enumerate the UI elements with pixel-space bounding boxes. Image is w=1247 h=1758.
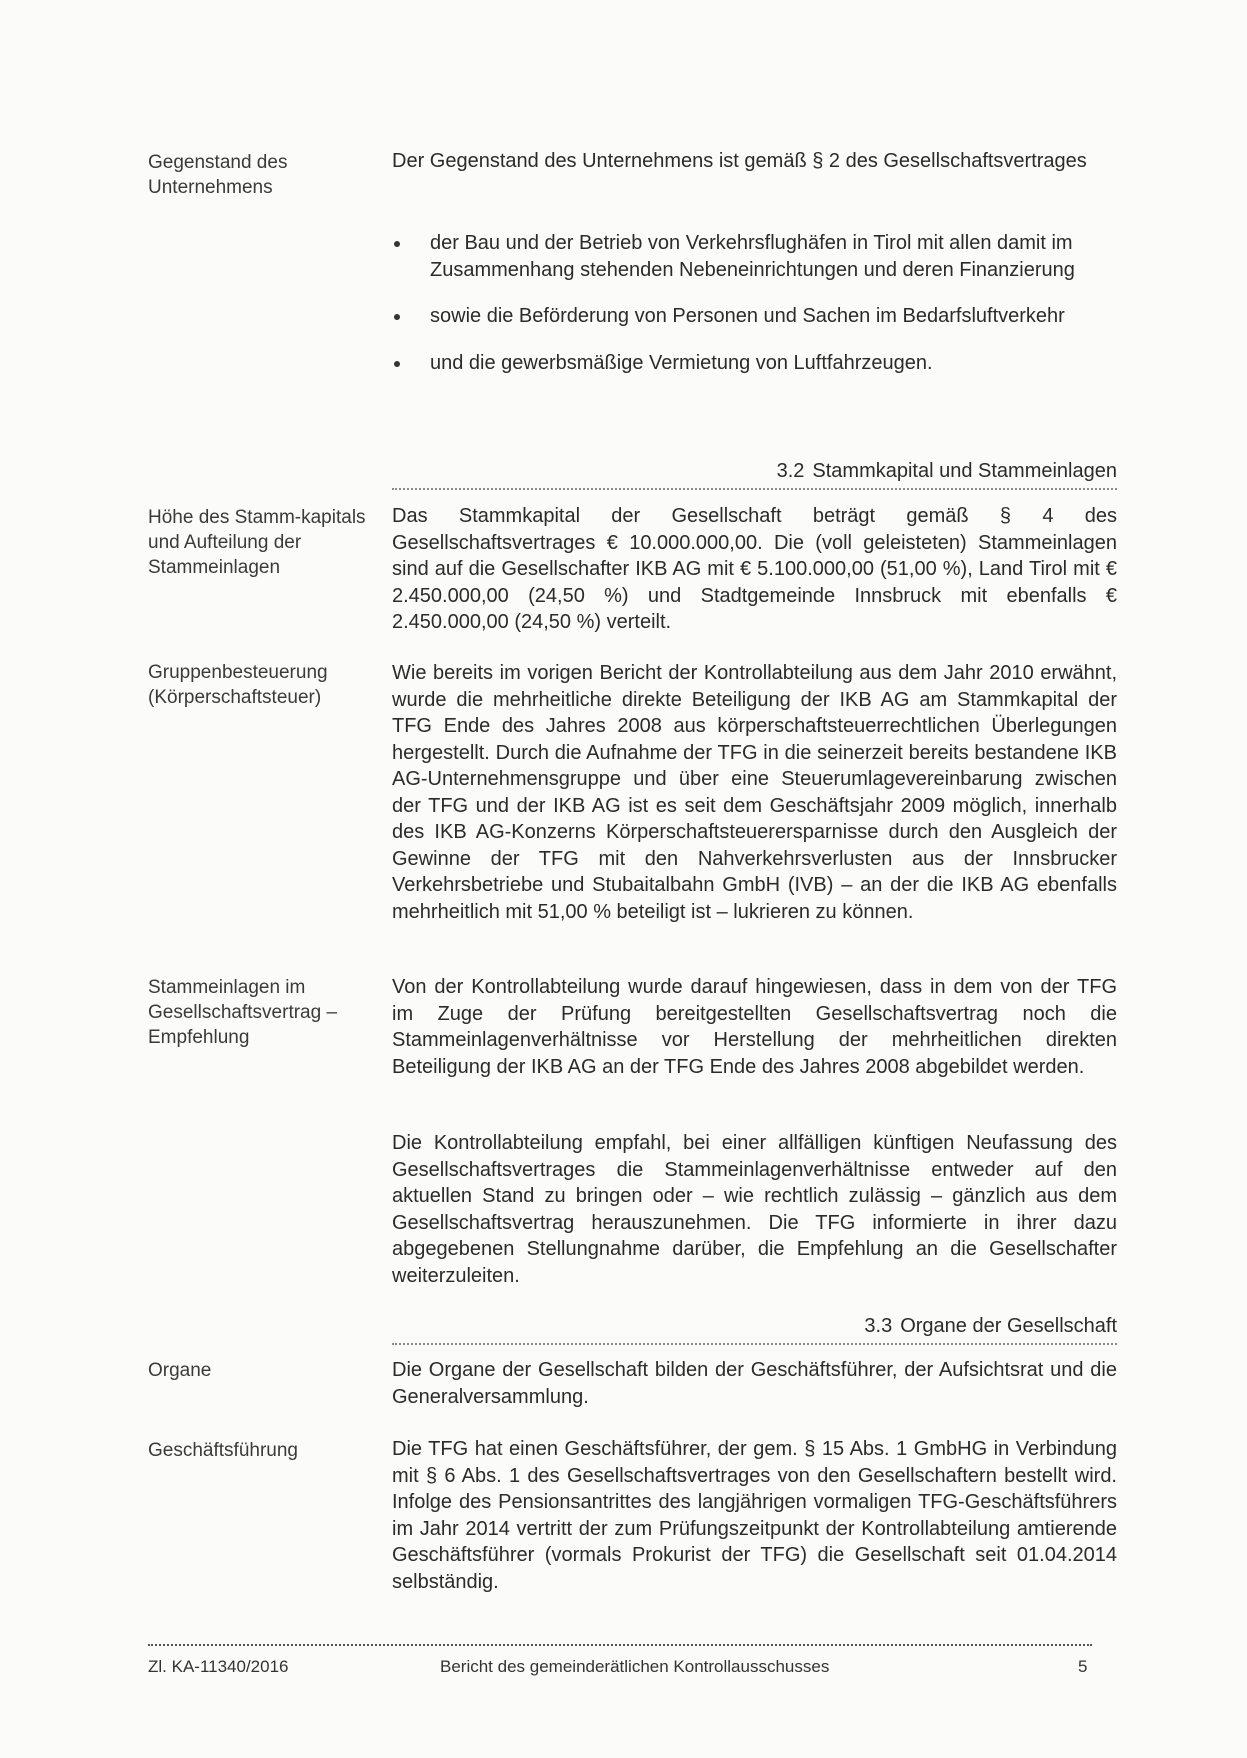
paragraph-geschaeftsfuehrung: Die TFG hat einen Geschäftsführer, der gem. § 15 Abs. 1 GmbHG in Verbindung mit § 6 Abs. 1 des Gesellschaftsvertrages von den Gesellschaftern bestellt wird. Infolge des Pensionsantrittes des langjährigen vormaligen TFG-Geschäftsführers im Jahr 2014 vertritt der zum Prüfungszeitpunkt der Kontrollabteilung amtierende Geschäftsführer (vormals Prokurist der TFG) die Gesellschaft seit 01.04.2014 selbständig. bbox=[392, 1438, 1117, 1593]
section-title: Stammkapital und Stammeinlagen bbox=[812, 460, 1117, 482]
bullet-dot bbox=[394, 241, 400, 247]
paragraph-stammkapital: Das Stammkapital der Gesellschaft beträgt gemäß § 4 des Gesellschaftsvertrages € 10.000.000,00. Die (voll geleisteten) Stammeinlagen sind auf die Gesellschafter IKB AG mit € 5.100.000,00 (51,00 %), Land Tirol mit € 2.450.000,00 (24,50 %) und Stadtgemeinde Innsbruck mit ebenfalls € 2.450.000,00 (24,50 %) verteilt. bbox=[392, 505, 1117, 633]
paragraph-stammeinlagen: Von der Kontrollabteilung wurde darauf hingewiesen, dass in dem von der TFG im Zuge der Prüfung bereitgestellten Gesellschaftsvertrag noch die Stammeinlagenverhältnisse vor Herstellung der mehrheitlichen direkten Beteiligung der IKB AG an der TFG Ende des Jahres 2008 abgebildet werden. bbox=[392, 976, 1117, 1078]
margin-note-organe: Organe bbox=[148, 1360, 212, 1381]
gegenstand-bullet-list bbox=[392, 230, 1092, 376]
margin-note-stammeinlagen: Stammeinlagen im Gesellschaftsvertrag – Empfehlung bbox=[148, 977, 338, 1048]
bullet-item: sowie die Beförderung von Personen und Sachen im Bedarfsluftverkehr bbox=[392, 303, 1092, 330]
paragraph-gruppenbesteuerung: Wie bereits im vorigen Bericht der Kontrollabteilung aus dem Jahr 2010 erwähnt, wurde die mehrheitliche direkte Beteiligung der IKB AG am Stammkapital der TFG Ende des Jahres 2008 aus körperschaftsteuerrechtlichen Überlegungen hergestellt. Durch die Aufnahme der TFG in die seinerzeit bereits bestandene IKB AG-Unternehmensgruppe und über eine Steuerumlagevereinbarung zwischen der TFG und der IKB AG ist es seit dem Geschäftsjahr 2009 möglich, innerhalb des IKB AG-Konzerns Körperschaftsteuerersparnisse durch den Ausgleich der Gewinne der TFG mit den Nahverkehrsverlusten aus der Innsbrucker Verkehrsbetriebe und Stubaitalbahn GmbH (IVB) – an der die IKB AG ebenfalls mehrheitlich mit 51,00 % beteiligt ist – lukrieren zu können. bbox=[392, 662, 1117, 923]
section-number: 3.2 bbox=[776, 460, 805, 482]
footer-title: Bericht des gemeinderätlichen Kontrollausschusses bbox=[440, 1657, 830, 1676]
heading-divider bbox=[392, 488, 1117, 490]
margin-note-gegenstand: Gegenstand des Unternehmens bbox=[148, 152, 288, 198]
gegenstand-intro: Der Gegenstand des Unternehmens ist gemäß § 2 des Gesellschaftsvertrages bbox=[392, 150, 1087, 172]
paragraph-empfehlung: Die Kontrollabteilung empfahl, bei einer allfälligen künftigen Neufassung des Gesellschaftsvertrages die Stammeinlagenverhältnisse entweder auf den aktuellen Stand zu bringen oder – wie rechtlich zulässig – gänzlich aus dem Gesellschaftsvertrag herauszunehmen. Die TFG informierte in ihrer dazu abgegebenen Stellungnahme darüber, die Empfehlung an die Gesellschafter weiterzuleiten. bbox=[392, 1132, 1117, 1287]
margin-note-geschaeftsfuehrung: Geschäftsführung bbox=[148, 1440, 298, 1461]
paragraph-organe: Die Organe der Gesellschaft bilden der Geschäftsführer, der Aufsichtsrat und die Generalversammlung. bbox=[392, 1359, 1117, 1408]
bullet-item: und die gewerbsmäßige Vermietung von Luftfahrzeugen. bbox=[392, 350, 1092, 377]
section-heading-3-2 bbox=[392, 458, 1117, 484]
footer-reference: Zl. KA-11340/2016 bbox=[148, 1657, 289, 1676]
bullet-dot bbox=[394, 314, 400, 320]
section-heading-3-3 bbox=[392, 1313, 1117, 1339]
section-number: 3.3 bbox=[864, 1315, 893, 1337]
paragraph-gegenstand bbox=[392, 148, 1117, 175]
bullet-dot bbox=[394, 361, 400, 367]
margin-note-stammkapital: Höhe des Stamm-kapitals und Aufteilung der Stammeinlagen bbox=[148, 507, 366, 578]
margin-note-gruppenbesteuerung: Gruppenbesteuerung (Körperschaftsteuer) bbox=[148, 662, 328, 708]
bullet-item: der Bau und der Betrieb von Verkehrsflughäfen in Tirol mit allen damit im Zusammenhang stehenden Nebeneinrichtungen und deren Finanzierung bbox=[392, 230, 1092, 283]
footer-divider bbox=[148, 1644, 1092, 1646]
page-number: 5 bbox=[1078, 1657, 1088, 1676]
section-title: Organe der Gesellschaft bbox=[900, 1315, 1117, 1337]
heading-divider bbox=[392, 1343, 1117, 1345]
